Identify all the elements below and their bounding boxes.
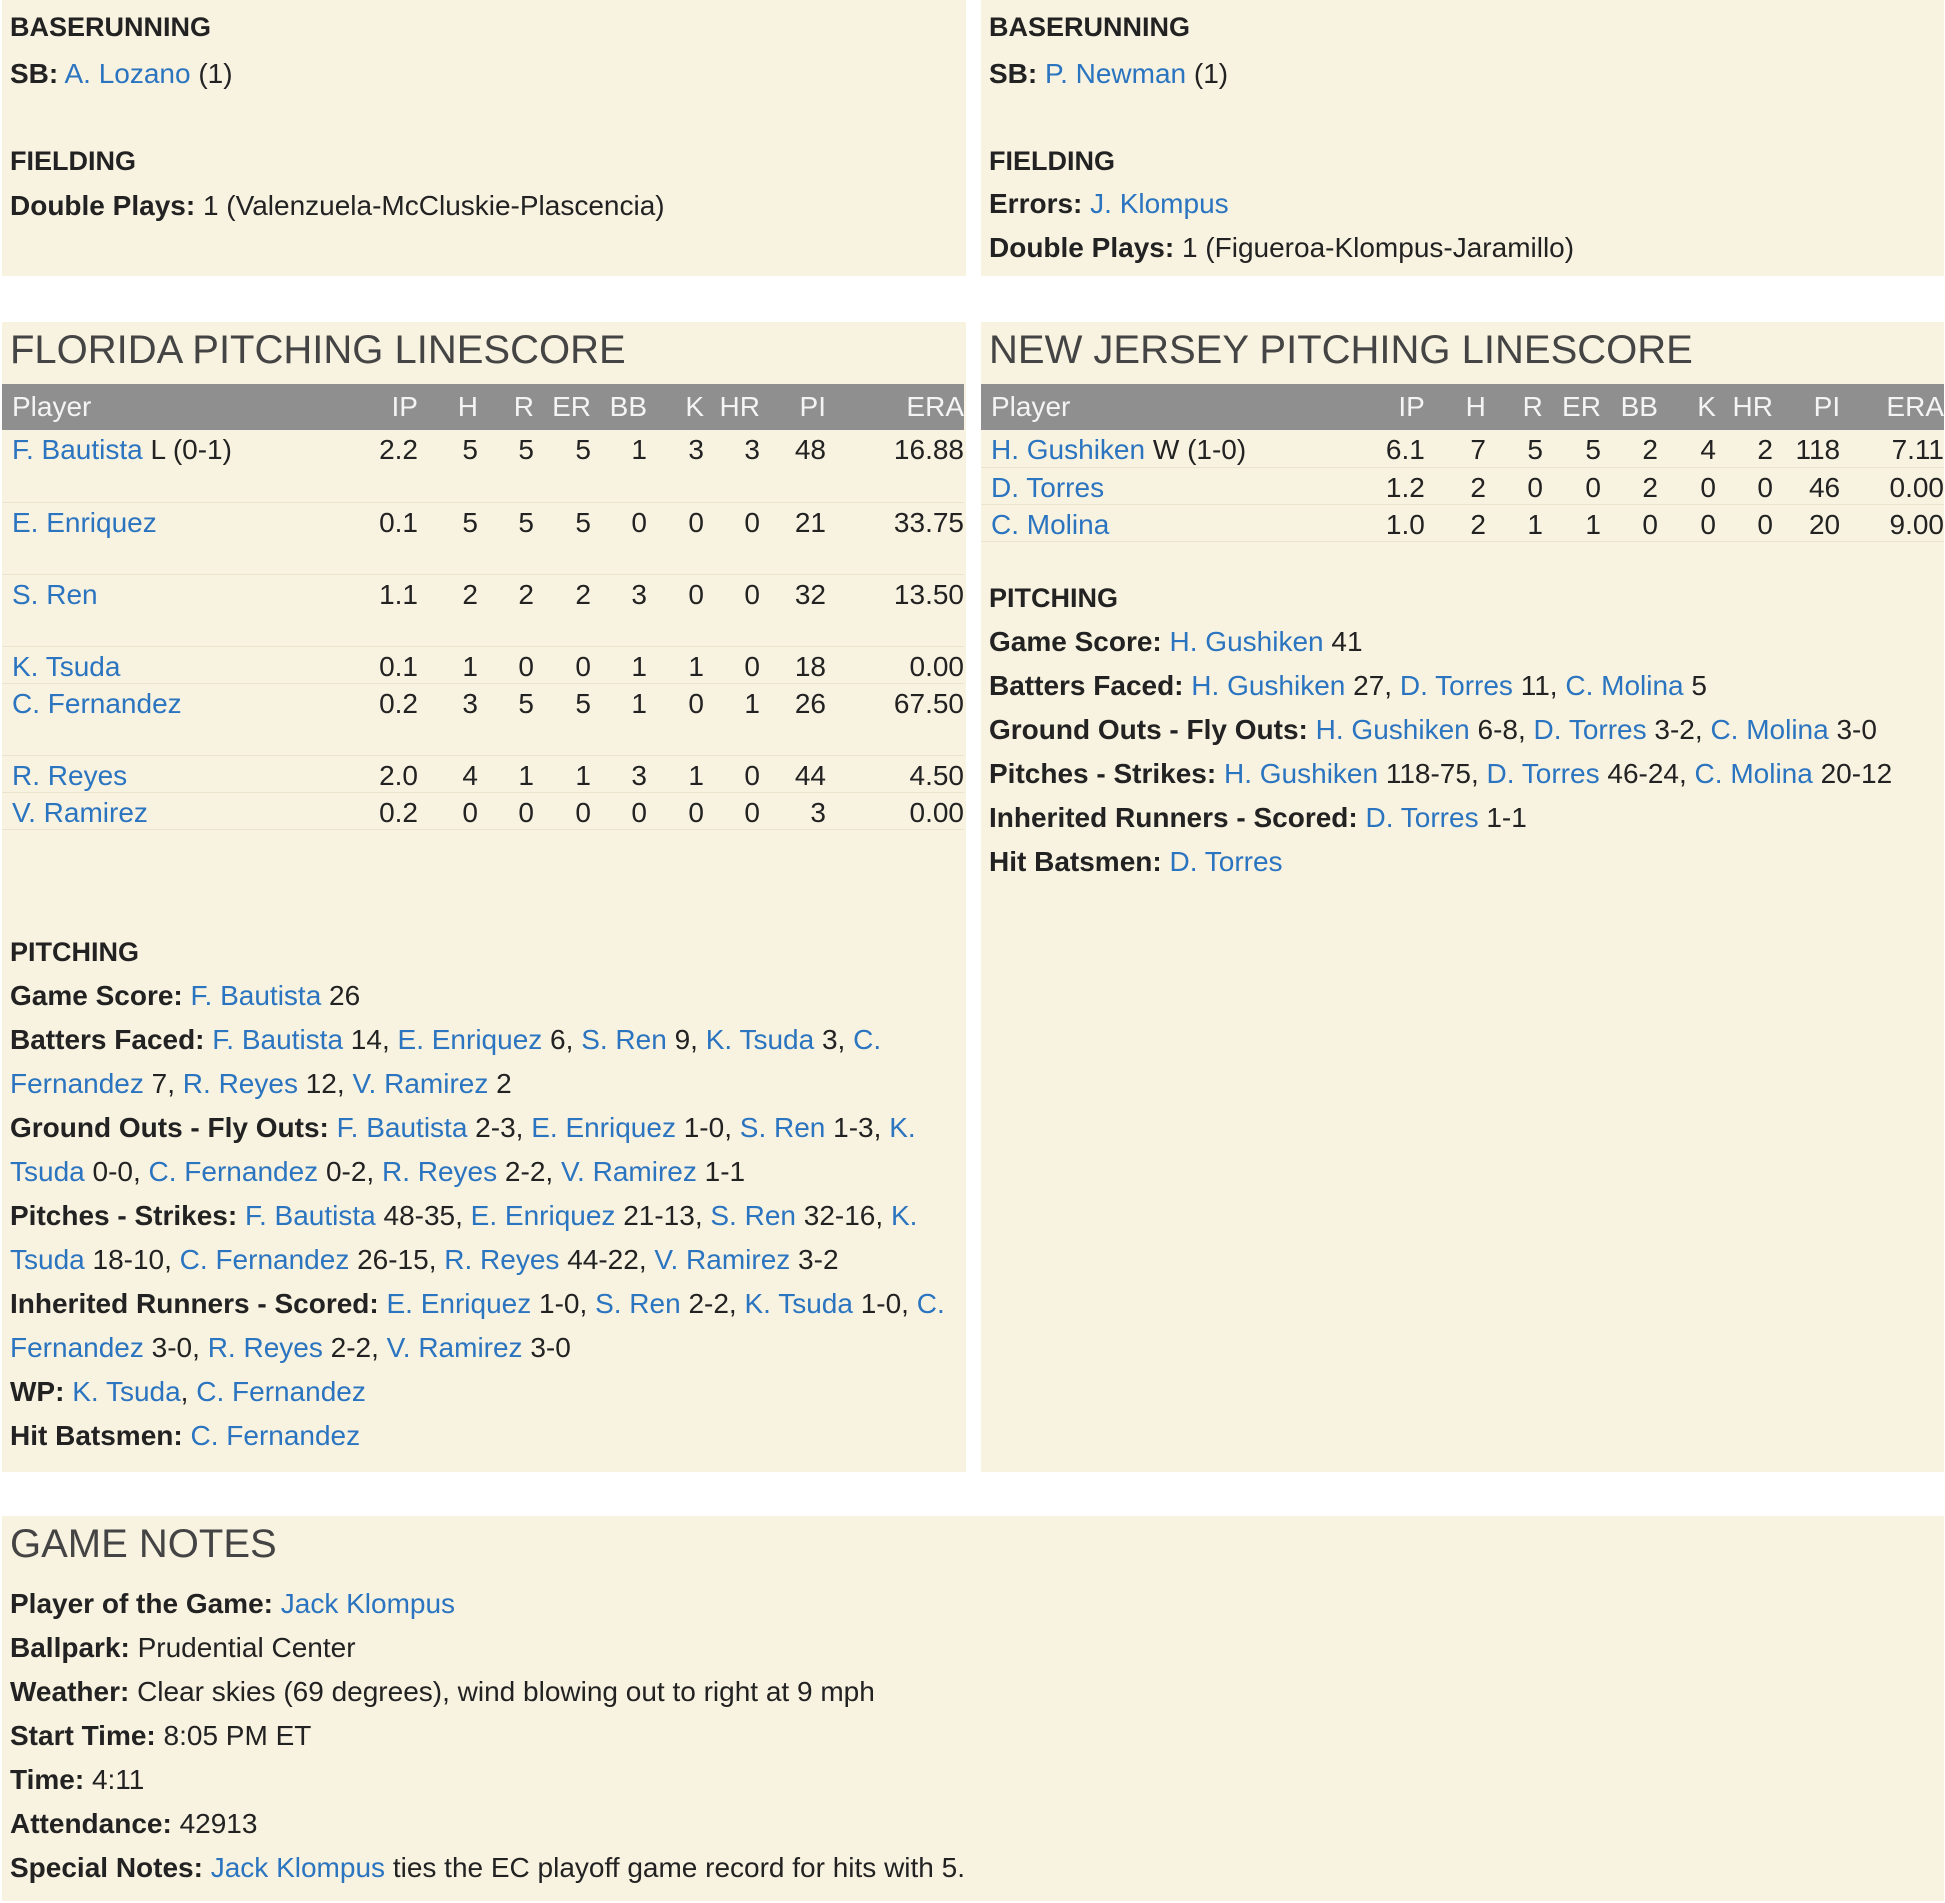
table-row [2,646,964,683]
stat-pi: 46 [1773,467,1840,504]
column-header-era: ERA [826,384,964,430]
stat-pi: 18 [760,646,826,683]
stat-bb: 1 [591,646,647,683]
player-link[interactable]: K. Tsuda [744,1288,853,1319]
hit-batsmen-line [10,1414,950,1458]
table-row [2,502,964,574]
baserunning-title: BASERUNNING [10,12,212,42]
stat-er: 5 [534,683,591,755]
stat-h: 0 [418,792,478,829]
stat-hr: 2 [1716,430,1773,467]
stat-ip: 0.2 [322,683,418,755]
batters-faced-line: Batters Faced: F. Bautista 14, E. Enriquez 6, S. Ren 9, K. Tsuda 3, C. Fernandez 7, R. Reyes 12, V. Ramirez 2 [10,1024,882,1099]
column-header-h: H [418,384,478,430]
decision: L (0-1) [142,434,232,465]
stat-h: 1 [418,646,478,683]
player-link[interactable]: E. Enriquez [397,1024,543,1055]
florida-pitching-panel [2,322,966,1472]
column-header-player: Player [2,384,322,430]
player-link[interactable]: H. Gushiken [1169,626,1324,657]
stat-er: 2 [534,574,591,646]
attendance-label: Attendance: [10,1808,172,1839]
game-score-label: Game Score: [10,980,183,1011]
stat-pi: 3 [760,792,826,829]
column-header-hr: HR [704,384,760,430]
game-notes-title: GAME NOTES [10,1522,277,1566]
special-notes-label: Special Notes: [10,1852,203,1883]
column-header-player: Player [981,384,1327,430]
stat-hr: 0 [704,502,760,574]
player-link[interactable]: R. Reyes [12,759,128,791]
weather-line [10,1670,1910,1714]
newjersey-pitching-panel [981,322,1944,1472]
stat-bb: 0 [591,502,647,574]
stat-r: 0 [478,646,534,683]
stat-hr: 0 [1716,504,1773,541]
potg-link[interactable]: Jack Klompus [280,1588,456,1619]
start-time-value: 8:05 PM ET [163,1720,312,1751]
stat-era: 0.00 [1840,467,1944,504]
player-link[interactable]: D. Torres [1533,714,1647,745]
player-link[interactable]: P. Newman [1045,58,1187,89]
stat-er: 0 [534,646,591,683]
table-row [2,574,964,646]
player-link[interactable]: H. Gushiken [991,434,1146,465]
dp-line [989,226,1574,270]
player-link[interactable]: A. Lozano [64,58,191,89]
player-cell [2,792,322,829]
start-time-label: Start Time: [10,1720,156,1751]
batters-faced-label: Batters Faced: [10,1024,205,1055]
newjersey-extras-panel [981,0,1944,276]
start-time-line [10,1714,1910,1758]
stat-bb: 1 [591,430,647,502]
player-cell [2,574,322,646]
special-notes-player-link[interactable]: Jack Klompus [210,1852,386,1883]
player-link[interactable]: E. Enriquez [386,1288,532,1319]
column-header-er: ER [1543,384,1601,430]
player-link[interactable]: C. Fernandez [179,1244,350,1275]
stat-ip: 0.1 [322,646,418,683]
stat-r: 1 [478,755,534,792]
player-cell [981,467,1327,504]
stat-h: 2 [1425,467,1486,504]
inherited-runners-label: Inherited Runners - Scored: [10,1288,379,1319]
time-label: Time: [10,1764,85,1795]
column-header-ip: IP [1327,384,1425,430]
player-link[interactable]: V. Ramirez [654,1244,791,1275]
florida-pitching-details [10,930,950,1458]
column-header-era: ERA [1840,384,1944,430]
ground-fly-outs-line: Ground Outs - Fly Outs: F. Bautista 2-3, E. Enriquez 1-0, S. Ren 1-3, K. Tsuda 0-0, C. Fernandez 0-2, R. Reyes 2-2, V. Ramirez 1-1 [10,1112,916,1187]
player-link[interactable]: H. Gushiken [1191,670,1346,701]
weather-label: Weather: [10,1676,130,1707]
stat-h: 2 [1425,504,1486,541]
stat-r: 1 [1486,504,1543,541]
stat-r: 5 [478,502,534,574]
player-cell [2,646,322,683]
player-link[interactable]: C. Molina [991,508,1110,540]
time-value: 4:11 [91,1764,145,1795]
stat-era: 7.11 [1840,430,1944,467]
player-link[interactable]: D. Torres [1365,802,1479,833]
stat-r: 5 [478,683,534,755]
stat-k: 0 [1658,467,1716,504]
sb-count: (1) [198,58,233,89]
stat-k: 1 [647,755,704,792]
table-header-row [981,384,1944,430]
dp-value: 1 (Valenzuela-McCluskie-Plascencia) [202,190,665,221]
dp-label: Double Plays: [10,190,196,221]
pitches-strikes-line: Pitches - Strikes: H. Gushiken 118-75, D. Torres 46-24, C. Molina 20-12 [989,758,1893,789]
stat-h: 5 [418,430,478,502]
hit-batsmen-label: Hit Batsmen: [10,1420,183,1451]
special-notes-line [10,1846,1910,1890]
stat-ip: 6.1 [1327,430,1425,467]
batters-faced-label: Batters Faced: [989,670,1184,701]
dp-line [10,184,665,228]
game-score-line: Game Score: F. Bautista 26 [10,980,361,1011]
stat-r: 5 [1486,430,1543,467]
stat-pi: 48 [760,430,826,502]
stat-era: 16.88 [826,430,964,502]
dp-value: 1 (Figueroa-Klompus-Jaramillo) [1181,232,1575,263]
stat-k: 0 [647,574,704,646]
player-link[interactable]: C. Fernandez [10,1024,882,1099]
player-link[interactable]: C. Molina [1710,714,1829,745]
sb-line [10,52,233,96]
stat-h: 2 [418,574,478,646]
player-link[interactable]: F. Bautista [190,980,322,1011]
stat-er: 0 [534,792,591,829]
stat-h: 5 [418,502,478,574]
player-link[interactable]: F. Bautista [244,1200,376,1231]
pitching-title: PITCHING [10,937,140,967]
stat-k: 3 [647,430,704,502]
stat-er: 5 [1543,430,1601,467]
player-link[interactable]: C. Fernandez [148,1156,319,1187]
stat-k: 0 [647,683,704,755]
player-link[interactable]: C. Fernandez [190,1420,361,1451]
stat-pi: 20 [1773,504,1840,541]
game-score-label: Game Score: [989,626,1162,657]
pitches-strikes-label: Pitches - Strikes: [989,758,1217,789]
player-link[interactable]: C. Fernandez [10,1288,945,1363]
player-link[interactable]: S. Ren [12,578,98,610]
stat-k: 4 [1658,430,1716,467]
player-link[interactable]: R. Reyes [207,1332,323,1363]
errors-label: Errors: [989,188,1083,219]
column-header-ip: IP [322,384,418,430]
player-link[interactable]: K. Tsuda [10,1200,918,1275]
stat-ip: 0.2 [322,792,418,829]
time-line [10,1758,1910,1802]
newjersey-pitching-details [989,576,1934,884]
player-link[interactable]: J. Klompus [1090,188,1229,219]
stat-pi: 21 [760,502,826,574]
stat-er: 1 [534,755,591,792]
stat-bb: 2 [1601,430,1658,467]
player-cell [2,430,322,502]
stat-ip: 0.1 [322,502,418,574]
table-row [981,467,1944,504]
player-cell [2,502,322,574]
player-cell [981,430,1327,467]
column-header-pi: PI [1773,384,1840,430]
stat-hr: 3 [704,430,760,502]
stat-bb: 2 [1601,467,1658,504]
pitches-strikes-label: Pitches - Strikes: [10,1200,238,1231]
sb-label: SB: [10,58,59,89]
stat-r: 2 [478,574,534,646]
stat-h: 7 [1425,430,1486,467]
player-link[interactable]: V. Ramirez [352,1068,489,1099]
newjersey-linescore-title: NEW JERSEY PITCHING LINESCORE [989,328,1693,372]
column-header-h: H [1425,384,1486,430]
stat-k: 0 [1658,504,1716,541]
player-cell [2,755,322,792]
player-link[interactable]: V. Ramirez [386,1332,523,1363]
potg-label: Player of the Game: [10,1588,273,1619]
player-link[interactable]: E. Enriquez [470,1200,616,1231]
stat-pi: 26 [760,683,826,755]
florida-linescore-table [2,384,964,830]
table-header-row [2,384,964,430]
game-notes-panel [2,1516,1944,1901]
inherited-runners-label: Inherited Runners - Scored: [989,802,1358,833]
batters-faced-line: Batters Faced: H. Gushiken 27, D. Torres 11, C. Molina 5 [989,670,1707,701]
stat-bb: 3 [591,755,647,792]
stat-era: 33.75 [826,502,964,574]
stat-pi: 32 [760,574,826,646]
player-link[interactable]: S. Ren [595,1288,681,1319]
player-link[interactable]: E. Enriquez [12,506,157,538]
player-link[interactable]: K. Tsuda [705,1024,815,1055]
player-link[interactable]: C. Molina [1565,670,1684,701]
stat-er: 5 [534,430,591,502]
stat-er: 1 [1543,504,1601,541]
player-link[interactable]: S. Ren [710,1200,796,1231]
game-score-line: Game Score: H. Gushiken 41 [989,626,1363,657]
stat-ip: 2.0 [322,755,418,792]
pitching-title: PITCHING [989,583,1119,613]
player-link[interactable]: R. Reyes [381,1156,498,1187]
stat-r: 5 [478,430,534,502]
hit-batsmen-label: Hit Batsmen: [989,846,1162,877]
stat-pi: 118 [1773,430,1840,467]
attendance-value: 42913 [179,1808,258,1839]
ballpark-line [10,1626,1910,1670]
player-link[interactable]: D. Torres [991,471,1105,503]
wild-pitches-line: WP: K. Tsuda, C. Fernandez [10,1376,366,1407]
table-row [2,792,964,829]
column-header-r: R [478,384,534,430]
stat-ip: 1.1 [322,574,418,646]
stat-era: 9.00 [1840,504,1944,541]
table-row [981,430,1944,467]
stat-bb: 3 [591,574,647,646]
stat-hr: 0 [704,574,760,646]
ground-fly-outs-line: Ground Outs - Fly Outs: H. Gushiken 6-8, D. Torres 3-2, C. Molina 3-0 [989,714,1877,745]
sb-count: (1) [1193,58,1229,89]
player-link[interactable]: V. Ramirez [12,796,148,828]
stat-ip: 1.2 [1327,467,1425,504]
wild-pitches-label: WP: [10,1376,65,1407]
player-link[interactable]: D. Torres [1169,846,1283,877]
inherited-runners-line: Inherited Runners - Scored: E. Enriquez 1-0, S. Ren 2-2, K. Tsuda 1-0, C. Fernandez 3-0, R. Reyes 2-2, V. Ramirez 3-0 [10,1288,945,1363]
baserunning-title: BASERUNNING [989,12,1191,42]
stat-hr: 0 [704,646,760,683]
player-link[interactable]: H. Gushiken [1315,714,1470,745]
player-link[interactable]: F. Bautista [212,1024,344,1055]
potg-line [10,1582,1910,1626]
player-link[interactable]: D. Torres [1486,758,1600,789]
stat-k: 0 [647,502,704,574]
sb-line [989,52,1228,96]
stat-h: 4 [418,755,478,792]
fielding-title: FIELDING [10,146,136,176]
hit-batsmen-line [989,840,1934,884]
player-link[interactable]: E. Enriquez [531,1112,676,1143]
player-link[interactable]: F. Bautista [12,434,143,465]
pitches-strikes-line: Pitches - Strikes: F. Bautista 48-35, E. Enriquez 21-13, S. Ren 32-16, K. Tsuda 18-10, C. Fernandez 26-15, R. Reyes 44-22, V. Ramirez 3-2 [10,1200,918,1275]
ground-fly-outs-label: Ground Outs - Fly Outs: [10,1112,329,1143]
player-link[interactable]: C. Fernandez [12,687,182,719]
player-link[interactable]: R. Reyes [444,1244,560,1275]
column-header-pi: PI [760,384,826,430]
player-link[interactable]: D. Torres [1399,670,1513,701]
column-header-k: K [647,384,704,430]
stat-h: 3 [418,683,478,755]
special-notes-text: ties the EC playoff game record for hits with 5. [392,1852,966,1883]
player-link[interactable]: V. Ramirez [560,1156,697,1187]
errors-line [989,182,1229,226]
stat-hr: 0 [704,792,760,829]
stat-era: 13.50 [826,574,964,646]
player-link[interactable]: H. Gushiken [1223,758,1379,789]
player-cell [2,683,322,755]
florida-linescore-title: FLORIDA PITCHING LINESCORE [10,328,626,372]
player-link[interactable]: C. Fernandez [196,1376,366,1407]
column-header-hr: HR [1716,384,1773,430]
stat-ip: 1.0 [1327,504,1425,541]
player-link[interactable]: F. Bautista [336,1112,468,1143]
newjersey-linescore-table [981,384,1944,542]
table-row [2,755,964,792]
stat-era: 4.50 [826,755,964,792]
ballpark-label: Ballpark: [10,1632,130,1663]
dp-label: Double Plays: [989,232,1175,263]
weather-value: Clear skies (69 degrees), wind blowing out to right at 9 mph [137,1676,875,1707]
ballpark-value: Prudential Center [137,1632,356,1663]
table-row [981,504,1944,541]
ground-fly-outs-label: Ground Outs - Fly Outs: [989,714,1308,745]
player-link[interactable]: S. Ren [581,1024,667,1055]
table-row [2,683,964,755]
stat-hr: 1 [704,683,760,755]
player-link[interactable]: S. Ren [739,1112,826,1143]
stat-k: 0 [647,792,704,829]
stat-hr: 0 [704,755,760,792]
table-row [2,430,964,502]
stat-era: 0.00 [826,792,964,829]
stat-bb: 0 [591,792,647,829]
column-header-bb: BB [1601,384,1658,430]
player-link[interactable]: K. Tsuda [12,650,121,682]
decision: W (1-0) [1145,434,1247,465]
game-notes-list [10,1582,1910,1890]
column-header-bb: BB [591,384,647,430]
stat-er: 5 [534,502,591,574]
player-link[interactable]: K. Tsuda [72,1376,181,1407]
stat-pi: 44 [760,755,826,792]
stat-ip: 2.2 [322,430,418,502]
stat-hr: 0 [1716,467,1773,504]
stat-er: 0 [1543,467,1601,504]
stat-r: 0 [1486,467,1543,504]
player-link[interactable]: K. Tsuda [10,1112,916,1187]
player-cell [981,504,1327,541]
stat-bb: 1 [591,683,647,755]
player-link[interactable]: C. Molina [1694,758,1813,789]
fielding-title: FIELDING [989,146,1115,176]
stat-k: 1 [647,646,704,683]
sb-label: SB: [989,58,1038,89]
column-header-r: R [1486,384,1543,430]
column-header-k: K [1658,384,1716,430]
stat-era: 0.00 [826,646,964,683]
florida-extras-panel [2,0,966,276]
stat-era: 67.50 [826,683,964,755]
attendance-line [10,1802,1910,1846]
inherited-runners-line: Inherited Runners - Scored: D. Torres 1-1 [989,802,1527,833]
player-link[interactable]: R. Reyes [182,1068,298,1099]
stat-bb: 0 [1601,504,1658,541]
stat-r: 0 [478,792,534,829]
column-header-er: ER [534,384,591,430]
